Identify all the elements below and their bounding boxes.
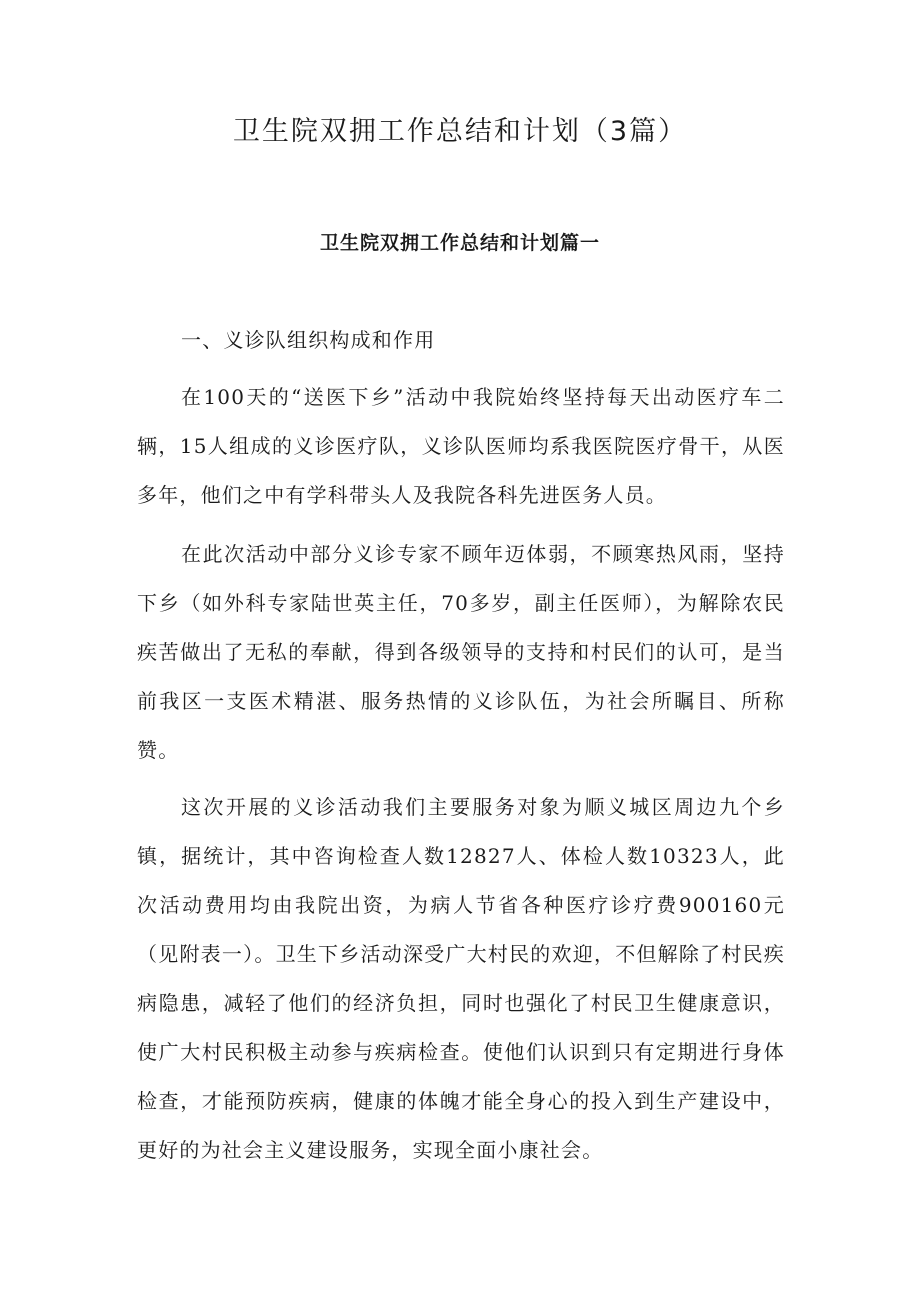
paragraph: 这次开展的义诊活动我们主要服务对象为顺义城区周边九个乡镇，据统计，其中咨询检查人数12827人、体检人数10323人，此次活动费用均由我院出资，为病人节省各种医疗诊疗费900160元（见附表一）。卫生下乡活动深受广大村民的欢迎，不但解除了村民疾病隐患，减轻了他们的经济负担，同时也强化了村民卫生健康意识，使广大村民积极主动参与疾病检查。使他们认识到只有定期进行身体检查，才能预防疾病，健康的体魄才能全身心的投入到生产建设中，更好的为社会主义建设服务，实现全面小康社会。: [137, 795, 785, 1162]
document-title: 卫生院双拥工作总结和计划（3篇）: [232, 116, 688, 147]
subsection-heading: 一、义诊队组织构成和作用: [181, 328, 436, 352]
paragraph: 在此次活动中部分义诊专家不顾年迈体弱，不顾寒热风雨，坚持下乡（如外科专家陆世英主任，70多岁，副主任医师），为解除农民疾苦做出了无私的奉献，得到各级领导的支持和村民们的认可，是当前我区一支医术精湛、服务热情的义诊队伍，为社会所瞩目、所称赞。: [137, 542, 785, 762]
paragraph: 在100天的“送医下乡”活动中我院始终坚持每天出动医疗车二辆，15人组成的义诊医疗队，义诊队医师均系我医院医疗骨干，从医多年，他们之中有学科带头人及我院各科先进医务人员。: [137, 385, 785, 507]
section-title: 卫生院双拥工作总结和计划篇一: [319, 232, 600, 254]
